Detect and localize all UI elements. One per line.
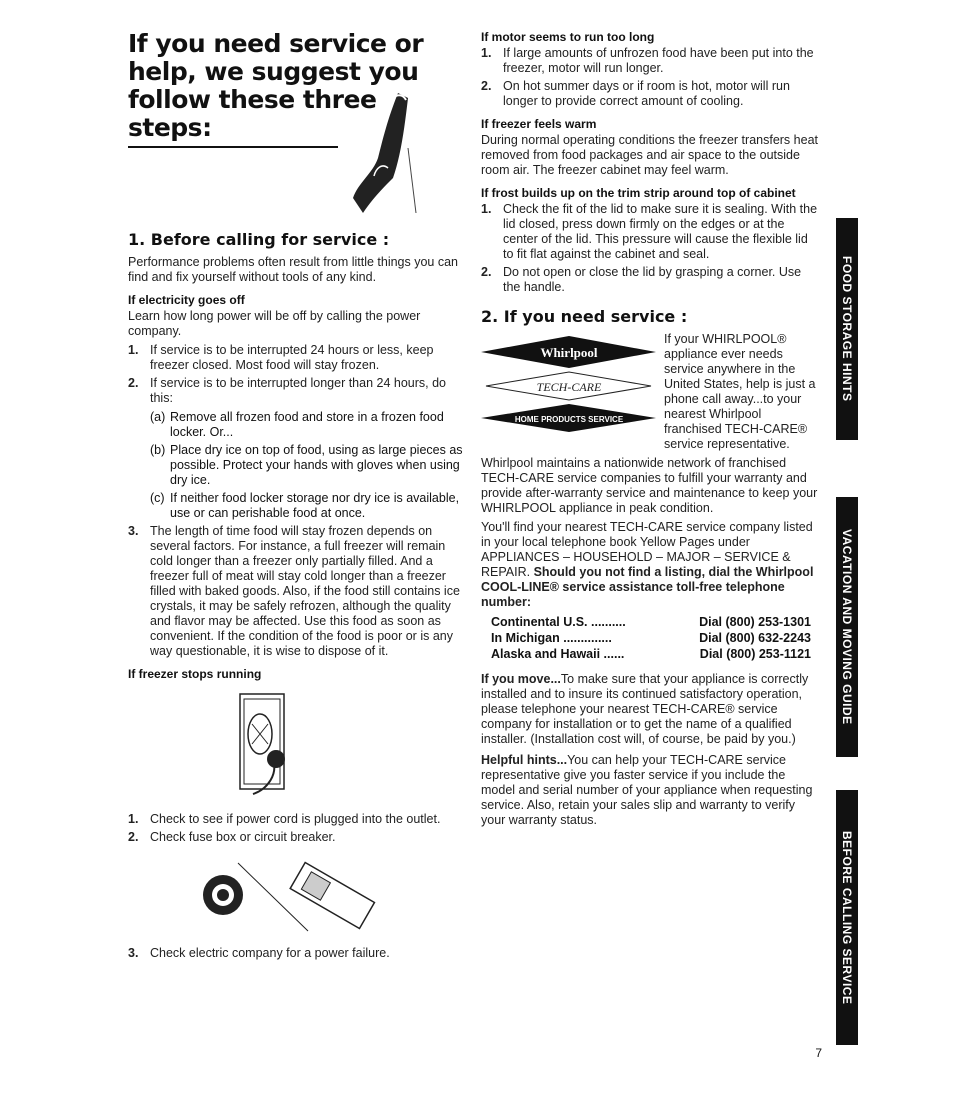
plug-icon	[128, 689, 463, 799]
phone-table	[491, 614, 821, 662]
logo-icon	[481, 334, 656, 444]
list-item: 2. Check fuse box or circuit breaker.	[128, 830, 336, 844]
stops-list	[128, 812, 463, 845]
pointing-hand-illustration	[128, 148, 463, 218]
stops-heading: If freezer stops running	[128, 667, 262, 681]
electricity-sublist	[128, 410, 463, 521]
phone-number[interactable]: Dial (800) 253-1121	[699, 647, 811, 661]
tab-food-storage-hints[interactable]: FOOD STORAGE HINTS	[836, 218, 858, 440]
list-item: 1. If large amounts of unfrozen food have been put into the freezer, motor will run longer.	[481, 46, 814, 75]
sub-item: (c) If neither food locker storage nor dry ice is available, use or can perishable food at once.	[150, 491, 460, 520]
page-title: If you need service or help, we suggest you follow these three steps:	[128, 29, 424, 142]
sub-item: (b) Place dry ice on top of food, using as large pieces as possible. Protect your hands with gloves when using dry ice.	[150, 443, 463, 487]
frost-heading: If frost builds up on the trim strip around top of cabinet	[481, 186, 796, 200]
electricity-heading: If electricity goes off	[128, 293, 245, 307]
page-number: 7	[815, 1046, 822, 1060]
phone-row: In Michigan .............. Dial (800) 632-2243	[491, 631, 811, 645]
electricity-intro: Learn how long power will be off by calling the power company.	[128, 309, 421, 338]
motor-heading: If motor seems to run too long	[481, 30, 655, 44]
list-item: 3. The length of time food will stay frozen depends on several factors. For instance, a full freezer will remain cold longer than a freezer only partially filled. And a freezer full of meat will stay cold longer than a freezer filled with baked goods. Also, if the food still contains ice crystals, it may be safely refrozen, although the quality and flavor may be affected. Use this food as soon as convenient. If the condition of the food is poor or is any way questionable, it is wise to dispose of it.	[128, 524, 460, 658]
warm-heading: If freezer feels warm	[481, 117, 597, 131]
list-item: 3. Check electric company for a power failure.	[128, 946, 390, 960]
tab-before-calling-service[interactable]: BEFORE CALLING SERVICE	[836, 790, 858, 1045]
tab-vacation-moving-guide[interactable]: VACATION AND MOVING GUIDE	[836, 497, 858, 757]
svg-text:TECH-CARE: TECH-CARE	[536, 380, 602, 394]
list-item: 2. If service is to be interrupted longer than 24 hours, do this:	[128, 376, 447, 405]
whirlpool-tech-care-logo	[481, 334, 656, 444]
sub-item: (a) Remove all frozen food and store in a frozen food locker. Or...	[150, 410, 444, 439]
hints-para: Helpful hints...You can help your TECH-CARE service representative give you faster service if you include the model and serial number of your appliance when requesting service. Also, retain your sales slip and warranty to verify your warranty status.	[481, 753, 813, 827]
right-column	[481, 30, 821, 832]
service-para-3: You'll find your nearest TECH-CARE service company listed in your local telephone book Yellow Pages under APPLIANCES – HOUSEHOLD – MAJOR – SERVICE & REPAIR. Should you not find a listing, dial the Whirlpool COOL-LINE® service assistance toll-free telephone number:	[481, 520, 814, 609]
phone-number[interactable]: Dial (800) 632-2243	[699, 631, 811, 645]
service-para-1: If your WHIRLPOOL® appliance ever needs service anywhere in the United States, help is just a phone call away...to your nearest Whirlpool franchised TECH-CARE® service representative.	[664, 332, 816, 451]
phone-number[interactable]: Dial (800) 253-1301	[699, 615, 811, 629]
phone-row: Continental U.S. .......... Dial (800) 253-1301	[491, 615, 811, 629]
svg-text:HOME PRODUCTS SERVICE: HOME PRODUCTS SERVICE	[514, 415, 624, 424]
list-item: 2. On hot summer days or if room is hot, motor will run longer to provide correct amount of cooling.	[481, 79, 790, 108]
list-item: 2. Do not open or close the lid by grasping a corner. Use the handle.	[481, 265, 802, 294]
left-column	[128, 30, 463, 965]
frost-list	[481, 202, 821, 295]
section1-intro: Performance problems often result from little things you can find and fix yourself without tools of any kind.	[128, 255, 459, 284]
power-cord-illustration	[128, 689, 463, 804]
service-para-2: Whirlpool maintains a nationwide network of franchised TECH-CARE service companies to fulfill your warranty and provide after-warranty service and maintenance to keep your WHIRLPOOL appliance in peak condition.	[481, 456, 818, 515]
warm-text: During normal operating conditions the freezer transfers heat removed from food packages and air space to the outside room air. The freezer cabinet may feel warm.	[481, 133, 818, 177]
phone-row: Alaska and Hawaii ...... Dial (800) 253-1121	[491, 647, 811, 661]
hand-icon	[338, 88, 428, 218]
motor-list	[481, 46, 821, 109]
svg-text:Whirlpool: Whirlpool	[540, 345, 598, 360]
section2-heading: 2. If you need service :	[481, 307, 688, 326]
electricity-list	[128, 343, 463, 406]
section1-heading: 1. Before calling for service :	[128, 230, 390, 249]
list-item: 1. Check the fit of the lid to make sure it is sealing. With the lid closed, press down firmly on the edges or at the center of the lid. This pressure will cause the flexible lid to fit flat against the cabinet and seal.	[481, 202, 818, 261]
fuse-icon	[128, 853, 463, 933]
fuse-box-illustration	[128, 853, 463, 938]
list-item: 1. Check to see if power cord is plugged into the outlet.	[128, 812, 441, 826]
move-para: If you move...To make sure that your appliance is correctly installed and to insure its continued satisfactory operation, please telephone your nearest TECH-CARE® service company for installation or to get the name of a qualified installer. (Installation cost will, of course, be paid by you.)	[481, 672, 809, 746]
list-item: 1. If service is to be interrupted 24 hours or less, keep freezer closed. Most food will stay frozen.	[128, 343, 434, 372]
